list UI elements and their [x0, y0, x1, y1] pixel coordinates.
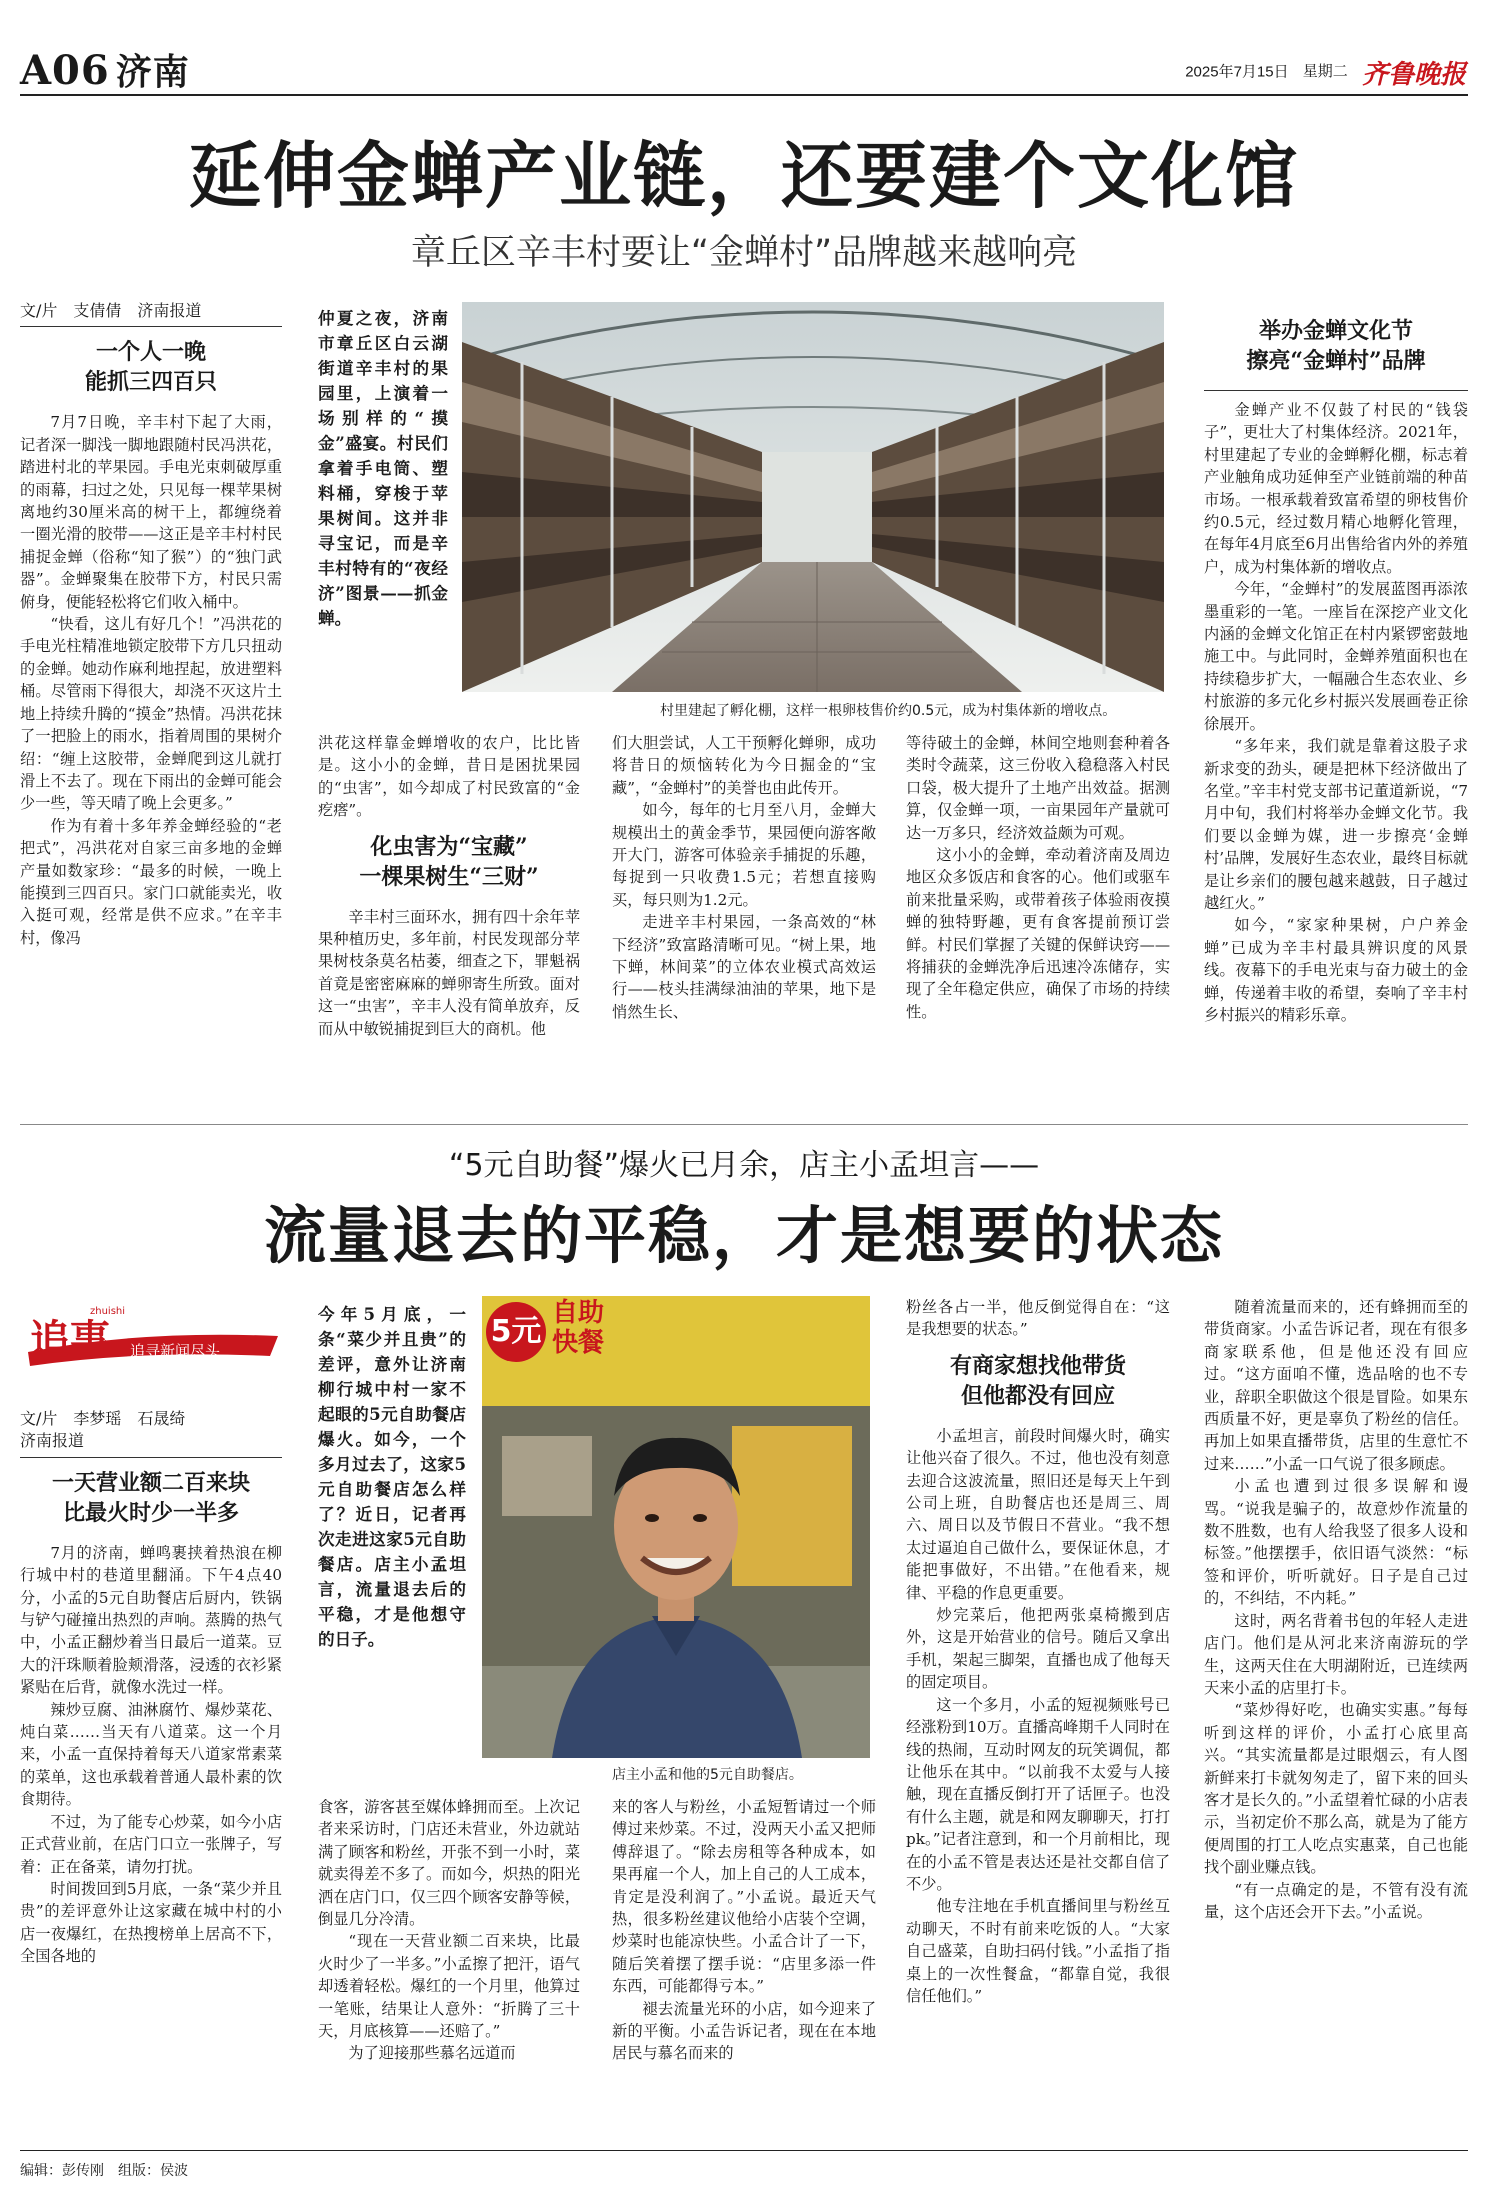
- byline-rule: [20, 1457, 282, 1458]
- paragraph: 为了迎接那些慕名远道而: [348, 2044, 516, 2063]
- header-rule: [20, 94, 1468, 96]
- paragraph: 这小小的金蝉，牵动着济南及周边地区众多饭店和食客的心。他们或驱车前来批量采购，或带着孩子体验雨夜摸蝉的独特野趣，更有食客提前预订尝鲜。村民们掌握了关键的保鲜诀窍——将捕获的金蝉洗净后迅速冷冻储存，实现了全年稳定供应，确保了市场的持续性。: [906, 846, 1170, 1021]
- story1-headline: 延伸金蝉产业链，还要建个文化馆: [188, 133, 1299, 218]
- paragraph: 们大胆尝试，人工干预孵化蝉卵，成功将昔日的烦恼转化为今日掘金的“宝藏”，“金蝉村”的美誉也由此传开。: [612, 734, 876, 797]
- paragraph: 这时，两名背着书包的年轻人走进店门。他们是从河北来济南游玩的学生，这两天住在大明湖附近，已连续两天来小孟的店里打卡。: [1204, 1611, 1468, 1697]
- paragraph: 辛丰村三面环水，拥有四十余年苹果种植历史，多年前，村民发现部分苹果树枝条莫名枯萎，细查之下，罪魁祸首竟是密密麻麻的蝉卵寄生所致。面对这一“虫害”，辛丰人没有简单放弃，反而从中敏锐捕捉到巨大的商机。他: [318, 907, 580, 1038]
- sign-text: 自助快餐: [552, 1298, 605, 1358]
- story2-headline: 流量退去的平稳，才是想要的状态: [263, 1199, 1224, 1272]
- paragraph: 来的客人与粉丝，小孟短暂请过一个师傅过来炒菜。不过，没两天小孟又把师傅辞退了。“除去房租等各种成本，如果再雇一个人，加上自己的人工成本，肯定是没利润了。”小孟说。最近天气热，很多粉丝建议他给小店装个空调，炒菜时也能凉快些。小孟合计了一下，随后笑着摆了摆手说：“店里多添一件东西，可能都得亏本。”: [612, 1798, 876, 1996]
- subtitle-rule: [1204, 390, 1468, 391]
- paragraph: 洪花这样靠金蝉增收的农户，比比皆是。这小小的金蝉，昔日是困扰果园的“虫害”，如今却成了村民致富的“金疙瘩”。: [318, 734, 580, 820]
- issue-weekday: 星期二: [1302, 63, 1348, 81]
- story1-lead: 仲夏之夜，济南市章丘区白云湖街道辛丰村的果园里，上演着一场别样的“摸金”盛宴。村民们拿着手电筒、塑料桶，穿梭于苹果树间。这并非寻宝记，而是辛丰村特有的“夜经济”图景——抓金蝉。: [318, 308, 448, 628]
- story1-subtitle-3: 举办金蝉文化节 擦亮“金蝉村”品牌: [1246, 318, 1426, 374]
- story2-lead: 今年5月底，一条“菜少并且贵”的差评，意外让济南柳行城中村一家不起眼的5元自助餐店爆火。如今，一个多月过去了，这家5元自助餐店怎么样了？近日，记者再次走进这家5元自助餐店。店主小孟坦言，流量退去后的平稳，才是他想守的日子。: [318, 1304, 466, 1649]
- story1-byline: 文/片 支倩倩 济南报道: [20, 301, 202, 320]
- paragraph: 小孟也遭到过很多误解和谩骂。“说我是骗子的，故意炒作流量的数不胜数，也有人给我竖了很多人设和标签。”他摆摆手，依旧语气淡然：“标签和评价，听听就好。日子是自己过的，不纠结，不内耗。”: [1204, 1477, 1468, 1608]
- paragraph: 作为有着十多年养金蝉经验的“老把式”，冯洪花对自家三亩多地的金蝉产量如数家珍：“最多的时候，一晚上能摸到三四百只。家门口就能卖光，收入挺可观，经常是供不应求。”在辛丰村，像冯: [20, 816, 282, 947]
- footer-credits: 编辑：彭传刚 组版：侯波: [20, 2163, 188, 2179]
- story2-column-1: [20, 1408, 282, 2148]
- story2-column-4: [906, 1296, 1170, 2146]
- zhuishi-column-logo: [20, 1300, 282, 1380]
- paragraph: 如今，“家家种果树，户户养金蝉”已成为辛丰村最具辨识度的风景线。夜幕下的手电光束与奋力破土的金蝉，传递着丰收的希望，奏响了辛丰村乡村振兴的精彩乐章。: [1204, 916, 1468, 1024]
- section-name: 济南: [115, 51, 190, 93]
- column-logo-main: 追事: [30, 1316, 110, 1363]
- paragraph: 这一个多月，小孟的短视频账号已经涨粉到10万。直播高峰期千人同时在线的热闹，互动时网友的玩笑调侃，都让他乐在其中。“以前我不太爱与人接触，现在直播反倒打开了话匣子。也没有什么主题，就是和网友聊聊天，打打pk。”记者注意到，和一个月前相比，现在的小孟不管是表达还是社交都自信了不少。: [906, 1695, 1170, 1893]
- story1-col1-text: [20, 411, 282, 949]
- story1-column-2: [318, 732, 580, 1117]
- page-header-left: [20, 44, 190, 95]
- story2-subtitle-1: 一天营业额二百来块 比最火时少一半多: [51, 1469, 250, 1526]
- story2-byline-2: 济南报道: [20, 1431, 85, 1451]
- paragraph: 今年，“金蝉村”的发展蓝图再添浓墨重彩的一笔。一座旨在深挖产业文化内涵的金蝉文化馆正在村内紧锣密鼓地施工中。与此同时，金蝉养殖面积也在持续稳步扩大，一幅融合生态农业、乡村旅游的多元化乡村振兴发展画卷正徐徐展开。: [1204, 580, 1468, 733]
- paragraph: “现在一天营业额二百来块，比最火时少了一半多。”小孟擦了把汗，语气却透着轻松。爆红的一个月里，他算过一笔账，结果让人意外：“折腾了三十天，月底核算——还赔了。”: [318, 1932, 580, 2041]
- paragraph: 金蝉产业不仅鼓了村民的“钱袋子”，更壮大了村集体经济。2021年，村里建起了专业的金蝉孵化棚，标志着产业触角成功延伸至产业链前端的种苗市场。一根承载着致富希望的卵枝售价约0.5元，经过数月精心地孵化管理，在每年4月底至6月出售给省内外的养殖户，成为村集体新的增收点。: [1204, 401, 1468, 576]
- paragraph: “快看，这儿有好几个！”冯洪花的手电光柱精准地锁定胶带下方几只扭动的金蝉。她动作麻利地捏起，放进塑料桶。尽管雨下得很大，却浇不灭这片土地上持续升腾的“摸金”热情。冯洪花抹了一把脸上的雨水，指着周围的果树介绍：“缠上这胶带，金蝉爬到这儿就打滑上不去了。现在下雨出的金蝉可能会少一些，等天晴了晚上会更多。”: [20, 615, 282, 813]
- paragraph: 等待破土的金蝉，林间空地则套种着各类时令蔬菜，这三份收入稳稳落入村民口袋，极大提升了土地产出效益。据测算，仅金蝉一项，一亩果园年产量就可达一万多只，经济效益颇为可观。: [906, 734, 1170, 842]
- paragraph: 食客，游客甚至媒体蜂拥而至。上次记者来采访时，门店还未营业，外边就站满了顾客和粉丝，开张不到一小时，菜就卖得差不多了。而如今，炽热的阳光洒在店门口，仅三四个顾客安静等候，倒显几分冷清。: [318, 1798, 580, 1929]
- issue-date: 2025年7月15日: [1185, 63, 1289, 81]
- footer-rule: [20, 2150, 1468, 2151]
- newspaper-logo: 齐鲁晚报: [1361, 59, 1466, 89]
- story2-photo-caption: 店主小孟和他的5元自助餐店。: [612, 1767, 803, 1783]
- paragraph: 褪去流量光环的小店，如今迎来了新的平衡。小孟告诉记者，现在在本地居民与慕名而来的: [612, 1999, 876, 2063]
- paragraph: 如今，每年的七月至八月，金蝉大规模出土的黄金季节，果园便向游客敞开大门，游客可体验亲手捕捉的乐趣，每捉到一只收费1.5元；若想直接购买，每只则为1.2元。: [612, 801, 876, 909]
- paragraph: 时间拨回到5月底，一条“菜少并且贵”的差评意外让这家藏在城中村的小店一夜爆红，在热搜榜单上居高不下，全国各地的: [20, 1879, 282, 1966]
- story2-column-3: [612, 1796, 876, 2146]
- story1-subtitle-1: 一个人一晚 能抓三四百只: [84, 339, 217, 396]
- story2-column-2: [318, 1796, 580, 2146]
- paragraph: 随着流量而来的，还有蜂拥而至的带货商家。小孟告诉记者，现在有很多商家联系他，但是他还没有回应过。“这方面咱不懂，选品啥的也不专业，辞职全职做这个很是冒险。如果东西质量不好，更是辜负了粉丝的信任。再加上如果直播带货，店里的生意忙不过来……”小孟一口气说了很多顾虑。: [1204, 1298, 1468, 1473]
- paragraph: 炒完菜后，他把两张桌椅搬到店外，这是开始营业的信号。随后又拿出手机，架起三脚架，直播也成了他每天的固定项目。: [906, 1606, 1170, 1692]
- column-logo-pinyin: zhuishi: [90, 1306, 126, 1317]
- story2-kicker: “5元自助餐”爆火已月余，店主小孟坦言——: [448, 1148, 1040, 1183]
- story1-column-3: [612, 732, 876, 1117]
- page-code: A06: [20, 47, 110, 94]
- section-divider: [20, 1124, 1468, 1125]
- story1-subtitle-2: 化虫害为“宝藏” 一棵果树生“三财”: [359, 833, 539, 890]
- column-logo-tagline: 追寻新闻尽头: [130, 1342, 221, 1360]
- paragraph: 不过，为了能专心炒菜，如今小店正式营业前，在店门口立一张牌子，写着：正在备菜，请勿打扰。: [20, 1812, 282, 1876]
- story1-subheadline: 章丘区辛丰村要让“金蝉村”品牌越来越响亮: [410, 233, 1078, 273]
- shop-owner-photo: [482, 1296, 870, 1758]
- story1-column-5: [1204, 316, 1468, 1116]
- story2-byline: 文/片 李梦瑶 石晟绮: [20, 1409, 186, 1428]
- paragraph: “菜炒得好吃，也确实实惠。”每每听到这样的评价，小孟打心底里高兴。“其实流量都是过眼烟云，有人图新鲜来打卡就匆匆走了，留下来的回头客才是长久的。”小孟望着忙碌的小店表示，当初定价不那么高，就是为了能方便周围的打工人吃点实惠菜，自己也能找个副业赚点钱。: [1204, 1701, 1468, 1877]
- paragraph: 他专注地在手机直播间里与粉丝互动聊天，不时有前来吃饭的人。“大家自己盛菜，自助扫码付钱。”小孟指了指桌上的一次性餐盒，“都靠自觉，我很信任他们。”: [906, 1897, 1170, 2005]
- story2-subtitle-2: 有商家想找他带货 但他都没有回应: [949, 1352, 1126, 1409]
- story1-column-4: [906, 732, 1170, 1117]
- story1-column-1: [20, 300, 282, 1115]
- story1-photo-caption: 村里建起了孵化棚，这样一根卵枝售价约0.5元，成为村集体新的增收点。: [660, 703, 1117, 719]
- paragraph: 粉丝各占一半，他反倒觉得自在：“这是我想要的状态。”: [906, 1298, 1170, 1339]
- paragraph: 走进辛丰村果园，一条高效的“林下经济”致富路清晰可见。“树上果，地下蝉，林间菜”的立体农业模式高效运行——枝头挂满绿油油的苹果，地下是悄然生长、: [612, 913, 876, 1021]
- paragraph: 7月的济南，蝉鸣裹挟着热浪在柳行城中村的巷道里翻涌。下午4点40分，小孟的5元自助餐店后厨内，铁锅与铲勺碰撞出热烈的声响。蒸腾的热气中，小孟正翻炒着当日最后一道菜。豆大的汗珠顺着脸颊滑落，浸透的衣衫紧紧贴在后背，就像水洗过一样。: [20, 1543, 282, 1697]
- paragraph: “有一点确定的是，不管有没有流量，这个店还会开下去。”小孟说。: [1204, 1880, 1468, 1921]
- paragraph: 小孟坦言，前段时间爆火时，确实让他兴奋了很久。不过，他也没有刻意去迎合这波流量，照旧还是每天上午到公司上班，自助餐店也还是周三、周六、周日以及节假日不营业。“我不想太过逼迫自己做什么，要保证休息，才能把事做好，不出错。”在他看来，规律、平稳的作息更重要。: [906, 1426, 1170, 1602]
- paragraph: 辣炒豆腐、油淋腐竹、爆炒菜花、炖白菜……当天有八道菜。这一个月来，小孟一直保持着每天八道家常素菜的菜单，这也承载着普通人最朴素的饮食期待。: [20, 1700, 282, 1809]
- sign-price: 5元: [486, 1302, 546, 1362]
- byline-rule: [20, 326, 282, 327]
- greenhouse-photo: [462, 302, 1164, 692]
- story2-column-5: [1204, 1296, 1468, 2146]
- paragraph: “多年来，我们就是靠着这股子求新求变的劲头，硬是把林下经济做出了名堂。”辛丰村党支部书记董道新说，“7月中旬，我们村将举办金蝉文化节。我们要以金蝉为媒，进一步擦亮‘金蝉村’品牌，发展好生态农业，最终目标就是让乡亲们的腰包越来越鼓，日子越过越红火。”: [1204, 737, 1468, 912]
- paragraph: 7月7日晚，辛丰村下起了大雨，记者深一脚浅一脚地跟随村民冯洪花，踏进村北的苹果园。手电光束刺破厚重的雨幕，扫过之处，只见每一棵苹果树离地约30厘米高的树干上，都缠绕着一圈光滑的胶带——这正是辛丰村村民捕捉金蝉（俗称“知了猴”）的“独门武器”。金蝉聚集在胶带下方，村民只需俯身，便能轻松将它们收入桶中。: [20, 413, 282, 611]
- page-header-right: [1185, 54, 1466, 91]
